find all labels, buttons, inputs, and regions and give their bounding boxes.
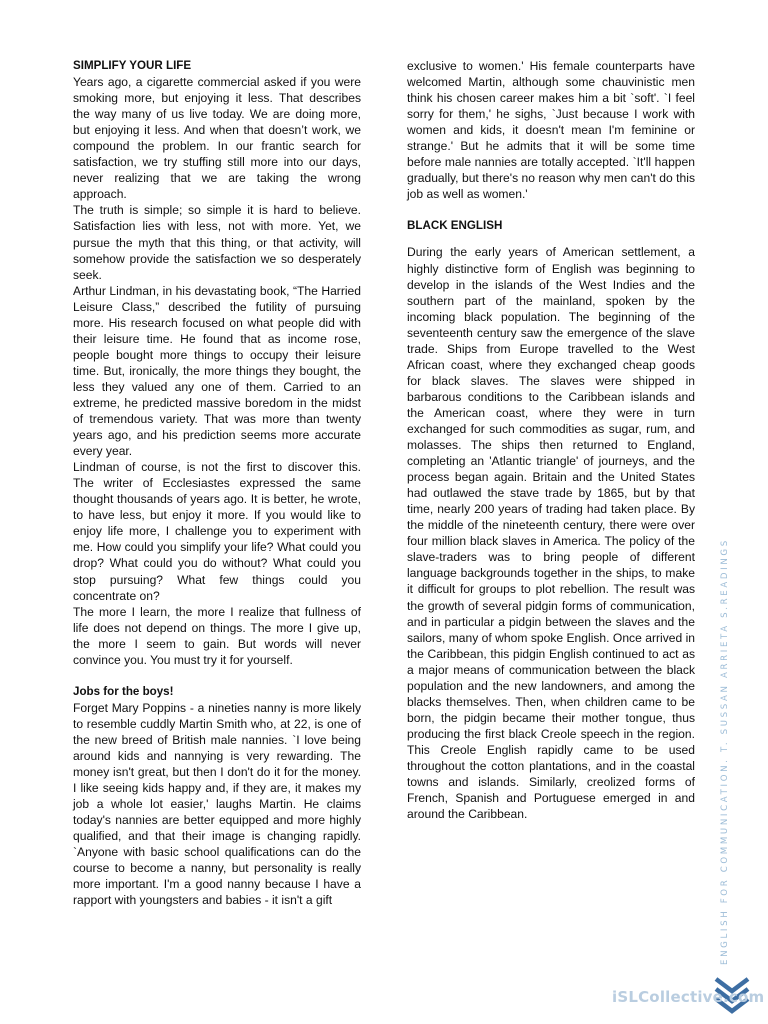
simplify-paragraph-2: The truth is simple; so simple it is hard to believe. Satisfaction lies with less, not with more. Yet, we pursue the myth that this thing, or that activity, will somehow provide the satisfaction we so desperately seek.: [73, 203, 361, 282]
section-spacer: [73, 668, 361, 684]
heading-spacer: [407, 234, 695, 244]
islcollective-watermark: iSLCollective.com: [612, 988, 765, 1006]
simplify-paragraph-4: Lindman of course, is not the first to discover this. The writer of Ecclesiastes expressed the same thought thousands of years ago. It is better, he wrote, to have less, but enjoy it more. If you would like to enjoy life more, I challenge you to experiment with me. How could you simplify your life? What could you drop? What could you do without? What could you stop pursuing? What few things could you concentrate on?: [73, 460, 361, 603]
sidebar-caption: ENGLISH FOR COMMUNICATION. T. SUSSAN ARRIETA S.READINGS: [720, 538, 730, 965]
black-english-heading: BLACK ENGLISH: [407, 219, 503, 233]
simplify-paragraph-3: Arthur Lindman, in his devastating book, “The Harried Leisure Class,” described the futility of pursuing more. His research focused on what people did with their leisure time. He found that as income rose, people bought more things to occupy their leisure time. But, ironically, the more things they bought, the less they valued any one of them. Carried to an extreme, he predicted massive boredom in the midst of tremendous variety. That was more than twenty years ago, and his prediction seems more accurate every year.: [73, 283, 361, 459]
left-column: [73, 58, 361, 908]
jobs-for-boys-heading: Jobs for the boys!: [73, 684, 174, 698]
section-spacer: [407, 202, 695, 218]
simplify-paragraph-1: Years ago, a cigarette commercial asked if you were smoking more, but enjoying it less. That describes the way many of us live today. We are doing more, but enjoying it less. And when that doesn’t work, we compound the problem. In our frantic search for satisfaction, we try stuffing still more into our days, never realizing that we are taking the wrong approach.: [73, 75, 361, 202]
black-english-paragraph: During the early years of American settlement, a highly distinctive form of English was beginning to develop in the islands of the West Indies and the southern part of the mainland, spoken by the incoming black population. The beginning of the seventeenth century saw the emergence of the slave trade. Ships from Europe travelled to the West African coast, where they exchanged cheap goods for black slaves. The slaves were shipped in barbarous conditions to the Caribbean islands and the American coast, where they were in turn exchanged for such commodities as sugar, rum, and molasses. The ships then returned to England, completing an 'Atlantic triangle' of journeys, and the process began again. Britain and the United States had outlawed the stave trade by 1865, but by that time, nearly 200 years of trading had taken place. By the middle of the nineteenth century, there were over four million black slaves in America. The policy of the slave-traders was to bring people of different language backgrounds together in the ships, to make it difficult for groups to plot rebellion. The result was the growth of several pidgin forms of communication, and in particular a pidgin between the slaves and the sailors, many of whom spoke English. Once arrived in the Caribbean, this pidgin English continued to act as a major means of communication between the black population and the new landowners, and among the blacks themselves. Then, when children came to be born, the pidgin became their mother tongue, thus producing the first black Creole speech in the region. This Creole English rapidly came to be used throughout the cotton plantations, and in the coastal towns and islands. Similarly, creolized forms of French, Spanish and Portuguese emerged in and around the Caribbean.: [407, 245, 695, 822]
right-column: [407, 58, 695, 822]
simplify-paragraph-5: The more I learn, the more I realize that fullness of life does not depend on things. The more I give up, the more I seem to gain. But words will never convince you. You must try it for yourself.: [73, 604, 361, 667]
jobs-continuation-paragraph: exclusive to women.' His female counterparts have welcomed Martin, although some chauvinistic men think his chosen career makes him a bit `soft'. `I feel sorry for them,' he sighs, `Just because I work with women and kids, it doesn't mean I'm feminine or strange.' But he admits that it will be some time before male nannies are totally accepted. `It'll happen gradually, but there's no reason why men can't do this job as well as women.': [407, 59, 695, 202]
simplify-life-heading: SIMPLIFY YOUR LIFE: [73, 59, 192, 72]
jobs-paragraph: Forget Mary Poppins - a nineties nanny is more likely to resemble cuddly Martin Smith who, at 22, is one of the new breed of British male nannies. `I love being around kids and nannying is very rewarding. The money isn't great, but then I don't do it for the money. I like seeing kids happy and, if they are, it makes my job a whole lot easier,' laughs Martin. He claims today's nannies are better equipped and more highly qualified, and that their image is changing rapidly. `Anyone with basic school qualifications can do the course to become a nanny, but personality is really more important. I'm a good nanny because I have a rapport with youngsters and babies - it isn't a gift: [73, 700, 361, 908]
